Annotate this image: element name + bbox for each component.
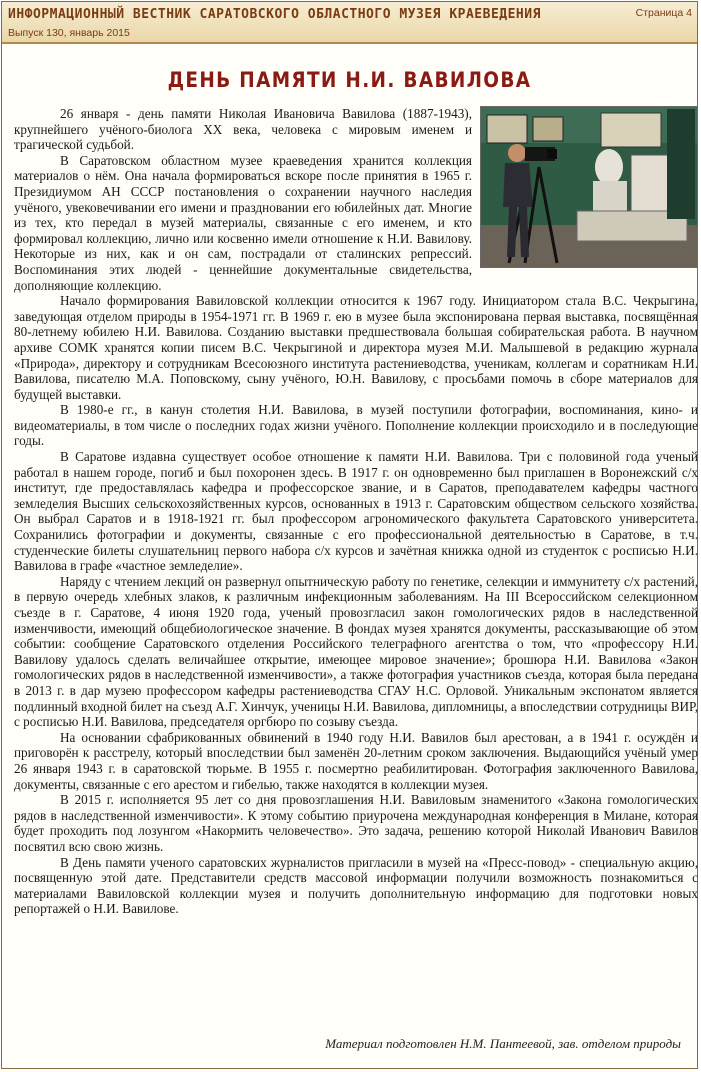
paragraph: На основании сфабрикованных обвинений в 1940 году Н.И. Вавилов был арестован, а в 1941 г. осуждён и приговорён к расстрелу, который впоследствии был заменён 20-летним сроком заключения. Выдающийся учёный умер 26 января 1943 г. в саратовской тюрьме. В 1955 г. посмертно реабилитирован. Фотография заключенного Вавилова, документы, связанные с его арестом и гибелью, также находятся в коллекции музея. [14,729,698,792]
issue-label: Выпуск 130, январь 2015 [8,27,130,39]
photo-image [481,107,697,267]
article-title: ДЕНЬ ПАМЯТИ Н.И. ВАВИЛОВА [167,68,532,92]
paragraph: В 2015 г. исполняется 95 лет со дня провозглашения Н.И. Вавиловым знаменитого «Закона гомологических рядов в наследственной изменчивости». К этому событию приурочена международная конференция в Милане, которая будет проходить под лозунгом «Накормить человечество». Это задача, решению которой Николай Иванович Вавилов посвятил всю свою жизнь. [14,792,698,854]
page-frame [1,1,698,1069]
paragraph: В День памяти ученого саратовских журналистов пригласили в музей на «Пресс-повод» - специальную акцию, посвященную этой дате. Представители средств массовой информации получили возможность познакомиться с материалами Вавиловской коллекции музея и получить дополнительную информацию для подготовки новых репортажей о Н.И. Вавилове. [14,854,698,917]
newsletter-title: ИНФОРМАЦИОННЫЙ ВЕСТНИК САРАТОВСКОГО ОБЛАСТНОГО МУЗЕЯ КРАЕВЕДЕНИЯ [8,7,541,22]
article-body [14,106,698,917]
page-number: Страница 4 [635,7,692,19]
newsletter-header [2,2,697,44]
paragraph: В Саратовском областном музее краеведения хранится коллекция материалов о нём. Она начала формироваться вскоре после принятия в 1965 г. Президиумом АН СССР постановления о сохранении научного наследия учёного, увековечивании его имени и праздновании его юбилейных дат. Многие из тех, кто передал в музей материалы, связанные с его именем, и кто формировал коллекцию, лично или косвенно имели отношение к Н.И. Вавилову. Некоторые из них, как и он сам, пострадали от сталинских репрессий. Воспоминания этих людей - ценнейшие документальные свидетельства, дополняющие коллекцию. [14,152,472,293]
paragraph: В 1980-е гг., в канун столетия Н.И. Вавилова, в музей поступили фотографии, воспоминания, кино- и видеоматериалы, в том числе о последних годах жизни учёного. Пополнение коллекции происходило и в последующие годы. [14,402,698,449]
paragraph: В Саратове издавна существует особое отношение к памяти Н.И. Вавилова. Три с половиной года ученый работал в нашем городе, погиб и был похоронен здесь. В 1917 г. он одновременно был приглашен в Воронежский с/х институт, где предоставлялась кафедра и профессорское звание, и в Саратов, преподавателем кафедры частного земледелия Высших сельскохозяйственных курсов, основанных в 1913 г. Саратовским обществом сельского хозяйства. Он выбрал Саратов и в 1918-1921 гг. был профессором агрономического факультета Саратовского университета. Сохранились фотографии и документы, связанные с его профессиональной деятельностью в Саратове, в т.ч. студенческие билеты слушательниц первого набора с/х курсов и зачётная книжка одной из студенток с росписью Н.И. Вавилова в графе «частное земледелие». [14,449,698,574]
paragraph: Начало формирования Вавиловской коллекции относится к 1967 году. Инициатором стала В.С. Чекрыгина, заведующая отделом природы в 1954-1971 гг. В 1969 г. ею в музее была экспонирована первая выставка, посвящённая 80-летнему юбилею Н.И. Вавилова. Созданию выставки предшествовала большая собирательская работа. В научном архиве СОМК хранятся копии писем В.С. Чекрыгиной и директора музея М.И. Малышевой в редакцию журнала «Природа», директору и сотрудникам Всесоюзного института растениеводства, ученикам, коллегам и соратникам Н.И. Вавилова, писателю М.А. Поповскому, сыну учёного, Ю.Н. Вавилову, с просьбами помочь в сборе материалов для будущей выставки. [14,293,698,402]
author-signature: Материал подготовлен Н.М. Пантеевой, зав. отделом природы [325,1036,681,1051]
paragraph: 26 января - день памяти Николая Ивановича Вавилова (1887-1943), крупнейшего учёного-биолога XX века, человека с мировым именем и трагической судьбой. [14,106,472,153]
paragraph: Наряду с чтением лекций он развернул опытническую работу по генетике, селекции и иммунитету с/х растений, в первую очередь хлебных злаков, к различным инфекционным заболеваниям. На III Всероссийском селекционном съезде в г. Саратове, 4 июня 1920 года, ученый провозгласил закон гомологических рядов в наследственной изменчивости, имеющий общебиологическое значение. В фондах музея хранятся документы, рассказывающие об этом событии: сообщение Саратовского отделения Российского телеграфного агентства о том, что «профессору Н.И. Вавилову удалось сделать величайшее открытие, имеющее мировое значение»; брошюра Н.И. Вавилова «Закон гомологических рядов в наследственной изменчивости», а также фотография участников съезда, которая была передана в 2013 г. в дар музею профессором кафедры растениеводства СГАУ Н.С. Орловой. Уникальным экспонатом является подлинный входной билет на съезд А.Г. Хинчук, ученицы Н.И. Вавилова, дипломницы, а впоследствии сотрудницы ВИР, с росписью Н.И. Вавилова, председателя оргбюро по созыву съезда. [14,573,698,730]
museum-photo [480,106,698,268]
